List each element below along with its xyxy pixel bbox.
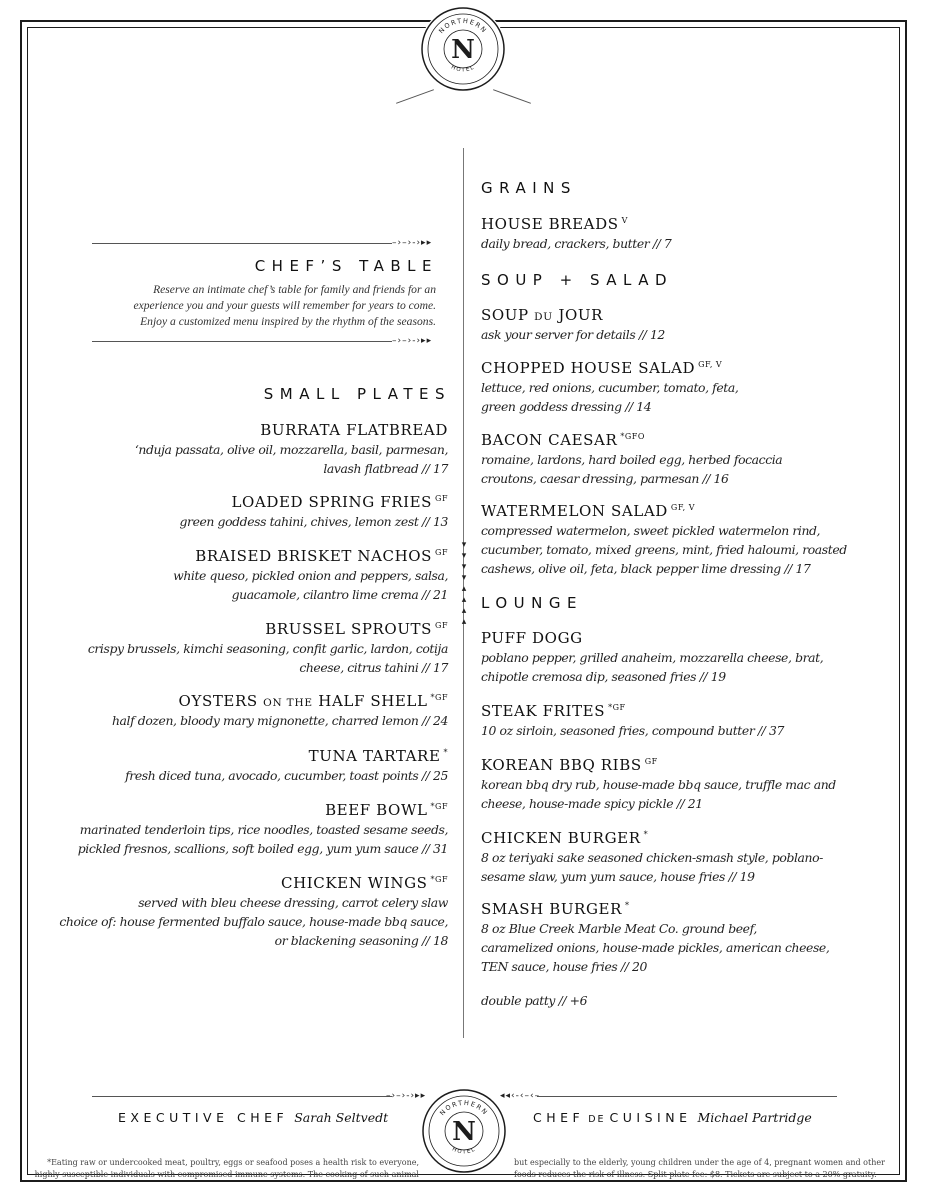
- double-patty-addon: [481, 991, 587, 1010]
- item-name: TUNA TARTARE: [308, 747, 441, 765]
- grains-heading: GRAINS: [481, 179, 577, 197]
- desc-line: choice of: house fermented buffalo sauce, house-made bbq sauce,: [59, 914, 448, 929]
- item-name: DU: [534, 311, 553, 323]
- desc-line: fresh diced tuna, avocado, cucumber, toast points // 25: [125, 768, 448, 783]
- menu-item-smash-burger: [481, 900, 629, 918]
- logo-bottom-text: HOTEL: [451, 1146, 477, 1156]
- menu-item-oysters-half-shell: [179, 692, 448, 710]
- menu-item-tuna-tartare: [309, 747, 448, 765]
- dietary-tag: *: [443, 748, 448, 757]
- desc-line: white queso, pickled onion and peppers, salsa,: [173, 568, 448, 583]
- executive-chef-credit: [118, 1110, 388, 1125]
- menu-item-puff-dogg: [481, 629, 583, 647]
- menu-item-korean-bbq-ribs: [481, 756, 658, 774]
- disclaimer-right: [514, 1157, 885, 1181]
- logo-bottom-text: HOTEL: [450, 64, 476, 74]
- footer-arrows-right: ◂◂‹-‹–‹–: [500, 1091, 541, 1101]
- desc-line: green goddess dressing // 14: [481, 399, 652, 414]
- dietary-tag: GF: [435, 494, 448, 503]
- chef-de-cuisine-name: Michael Partridge: [697, 1110, 812, 1125]
- item-name: ON THE: [263, 697, 313, 709]
- menu-item-house-breads: [481, 215, 628, 233]
- item-description: [481, 648, 823, 686]
- item-description: [481, 378, 738, 416]
- menu-item-braised-brisket-nachos: [195, 547, 448, 565]
- desc-line: chipotle cremosa dip, seasoned fries // 19: [481, 669, 726, 684]
- menu-item-chicken-wings: [281, 874, 448, 892]
- menu-item-loaded-spring-fries: [231, 493, 448, 511]
- desc-line: cheese, citrus tahini // 17: [299, 660, 448, 675]
- menu-item-burrata-flatbread: [260, 421, 448, 439]
- soup-salad-heading: SOUP + SALAD: [481, 271, 674, 289]
- menu-item-chopped-house-salad: [481, 359, 722, 377]
- item-description: [173, 566, 448, 604]
- chefs-table-bottom-arrows: –›–›-›▸▸: [392, 336, 433, 346]
- executive-chef-label: EXECUTIVE CHEF: [118, 1110, 289, 1125]
- desc-line: ‘nduja passata, olive oil, mozzarella, basil, parmesan,: [134, 442, 448, 457]
- disclaimer-line: *Eating raw or undercooked meat, poultry, eggs or seafood poses a health risk to everyone,: [47, 1158, 419, 1167]
- chef-de-cuisine-credit: [533, 1110, 812, 1125]
- dietary-tag: *GF: [430, 802, 448, 811]
- item-name: BACON CAESAR: [481, 431, 618, 449]
- desc-line: cucumber, tomato, mixed greens, mint, fried haloumi, roasted: [481, 542, 847, 557]
- desc-line: cashews, olive oil, feta, black pepper lime dressing // 17: [481, 561, 811, 576]
- desc-line: guacamole, cilantro lime crema // 21: [231, 587, 448, 602]
- item-name: CHICKEN BURGER: [481, 829, 641, 847]
- item-name: KOREAN BBQ RIBS: [481, 756, 642, 774]
- desc-line: romaine, lardons, hard boiled egg, herbed focaccia: [481, 452, 783, 467]
- dietary-tag: *GFO: [620, 432, 645, 441]
- menu-item-soup-du-jour: [481, 306, 603, 324]
- item-description: [481, 450, 782, 488]
- dietary-tag: V: [621, 216, 628, 225]
- item-name: SOUP: [481, 306, 529, 324]
- desc-line: 8 oz teriyaki sake seasoned chicken-smash style, poblano-: [481, 850, 823, 865]
- divider-arrow-ornament: ▾ ▾ ▾ ▾ ▴ ▴ ▴ ▴: [461, 540, 467, 627]
- desc-line: poblano pepper, grilled anaheim, mozzarella cheese, brat,: [481, 650, 824, 665]
- item-name: HALF SHELL: [318, 692, 428, 710]
- menu-item-brussel-sprouts: [265, 620, 448, 638]
- desc-line: compressed watermelon, sweet pickled watermelon rind,: [481, 523, 821, 538]
- dietary-tag: GF: [435, 621, 448, 630]
- dietary-tag: GF, V: [698, 360, 723, 369]
- chefs-table-line: Enjoy a customized menu inspired by the rhythm of the seasons.: [140, 315, 436, 328]
- chefs-table-description: [110, 282, 436, 330]
- desc-line: lavash flatbread // 17: [323, 461, 448, 476]
- desc-line: double patty // +6: [481, 993, 588, 1008]
- item-name: LOADED SPRING FRIES: [231, 493, 433, 511]
- desc-line: pickled fresnos, scallions, soft boiled egg, yum yum sauce // 31: [77, 841, 448, 856]
- menu-item-bacon-caesar: [481, 431, 645, 449]
- desc-line: sesame slaw, yum yum sauce, house fries // 19: [481, 869, 755, 884]
- desc-line: served with bleu cheese dressing, carrot celery slaw: [138, 895, 448, 910]
- chefs-table-top-rule: [92, 243, 392, 244]
- dietary-tag: GF: [644, 757, 658, 766]
- disclaimer-line: highly susceptible individuals with compromised immune systems. The cooking of such animal: [34, 1170, 419, 1179]
- item-name: BRUSSEL SPROUTS: [265, 620, 433, 638]
- dietary-tag: *: [624, 901, 630, 910]
- item-name: CHICKEN WINGS: [281, 874, 428, 892]
- dietary-tag: *GF: [608, 703, 626, 712]
- northern-hotel-logo-top: [420, 6, 506, 92]
- desc-line: 8 oz Blue Creek Marble Meat Co. ground beef,: [481, 921, 757, 936]
- chef-de-cuisine-label: DE: [588, 1114, 606, 1125]
- item-description: [112, 711, 448, 730]
- item-description: [78, 820, 448, 858]
- desc-line: half dozen, bloody mary mignonette, charred lemon // 24: [111, 713, 448, 728]
- disclaimer-left: [34, 1157, 419, 1181]
- item-description: [125, 766, 448, 785]
- item-name: CHOPPED HOUSE SALAD: [481, 359, 696, 377]
- chef-de-cuisine-label: CUISINE: [609, 1110, 692, 1125]
- dietary-tag: *GF: [430, 875, 448, 884]
- desc-line: TEN sauce, house fries // 20: [481, 959, 647, 974]
- menu-item-chicken-burger: [481, 829, 648, 847]
- item-name: WATERMELON SALAD: [481, 502, 668, 520]
- desc-line: lettuce, red onions, cucumber, tomato, feta,: [481, 380, 739, 395]
- item-description: [481, 721, 784, 740]
- chef-de-cuisine-label: CHEF: [533, 1110, 585, 1125]
- desc-line: or blackening seasoning // 18: [274, 933, 448, 948]
- item-name: BRAISED BRISKET NACHOS: [195, 547, 433, 565]
- item-description: [180, 512, 448, 531]
- executive-chef-name: Sarah Seltvedt: [294, 1110, 389, 1125]
- menu-item-watermelon-salad: [481, 502, 695, 520]
- item-name: BEEF BOWL: [325, 801, 428, 819]
- desc-line: daily bread, crackers, butter // 7: [481, 236, 672, 251]
- desc-line: cheese, house-made spicy pickle // 21: [481, 796, 703, 811]
- item-description: [481, 234, 671, 253]
- chefs-table-bottom-rule: [92, 341, 392, 342]
- chefs-table-heading: CHEF’S TABLE: [254, 257, 438, 275]
- logo-top-text: NORTHERN: [437, 16, 489, 36]
- disclaimer-line: but especially to the elderly, young children under the age of 4, pregnant women and other: [514, 1158, 885, 1167]
- item-name: BURRATA FLATBREAD: [260, 421, 448, 439]
- item-name: JOUR: [558, 306, 603, 324]
- item-name: OYSTERS: [178, 692, 258, 710]
- item-name: PUFF DOGG: [481, 629, 583, 647]
- footer-arrows-left: –›–›-›▸▸: [386, 1091, 427, 1101]
- dietary-tag: GF, V: [670, 503, 695, 512]
- item-description: [481, 521, 847, 578]
- small-plates-heading: SMALL PLATES: [263, 385, 451, 403]
- chefs-table-line: experience you and your guests will remember for years to come.: [133, 299, 436, 312]
- desc-line: ask your server for details // 12: [481, 327, 665, 342]
- item-description: [88, 639, 448, 677]
- desc-line: marinated tenderloin tips, rice noodles, toasted sesame seeds,: [79, 822, 448, 837]
- desc-line: korean bbq dry rub, house-made bbq sauce, truffle mac and: [481, 777, 836, 792]
- item-description: [481, 848, 823, 886]
- logo-top-text: NORTHERN: [438, 1098, 490, 1118]
- item-name: STEAK FRITES: [481, 702, 606, 720]
- disclaimer-line: foods reduces the risk of illness. Split plate fee: $8. Tickets are subject to a 20% gratuity.: [514, 1170, 877, 1179]
- logo-letter: N: [451, 35, 475, 65]
- item-description: [481, 775, 836, 813]
- desc-line: caramelized onions, house-made pickles, american cheese,: [481, 940, 830, 955]
- dietary-tag: *: [643, 830, 649, 839]
- dietary-tag: *GF: [430, 693, 448, 702]
- item-description: [59, 893, 448, 950]
- menu-item-beef-bowl: [325, 801, 448, 819]
- desc-line: 10 oz sirloin, seasoned fries, compound butter // 37: [481, 723, 784, 738]
- northern-hotel-logo-bottom: [421, 1088, 507, 1174]
- menu-item-steak-frites: [481, 702, 626, 720]
- footer-rule-right: [537, 1096, 837, 1097]
- chefs-table-top-arrows: –›–›-›▸▸: [392, 238, 433, 248]
- lounge-heading: LOUNGE: [481, 594, 583, 612]
- footer-rule-left: [92, 1096, 392, 1097]
- item-description: [135, 440, 448, 478]
- dietary-tag: GF: [435, 548, 448, 557]
- chefs-table-line: Reserve an intimate chef’s table for family and friends for an: [153, 283, 436, 296]
- item-description: [481, 325, 665, 344]
- desc-line: croutons, caesar dressing, parmesan // 16: [481, 471, 729, 486]
- item-name: SMASH BURGER: [481, 900, 622, 918]
- desc-line: crispy brussels, kimchi seasoning, confit garlic, lardon, cotija: [87, 641, 448, 656]
- logo-letter: N: [452, 1117, 476, 1147]
- desc-line: green goddess tahini, chives, lemon zest // 13: [179, 514, 448, 529]
- item-description: [481, 919, 829, 976]
- item-name: HOUSE BREADS: [481, 215, 619, 233]
